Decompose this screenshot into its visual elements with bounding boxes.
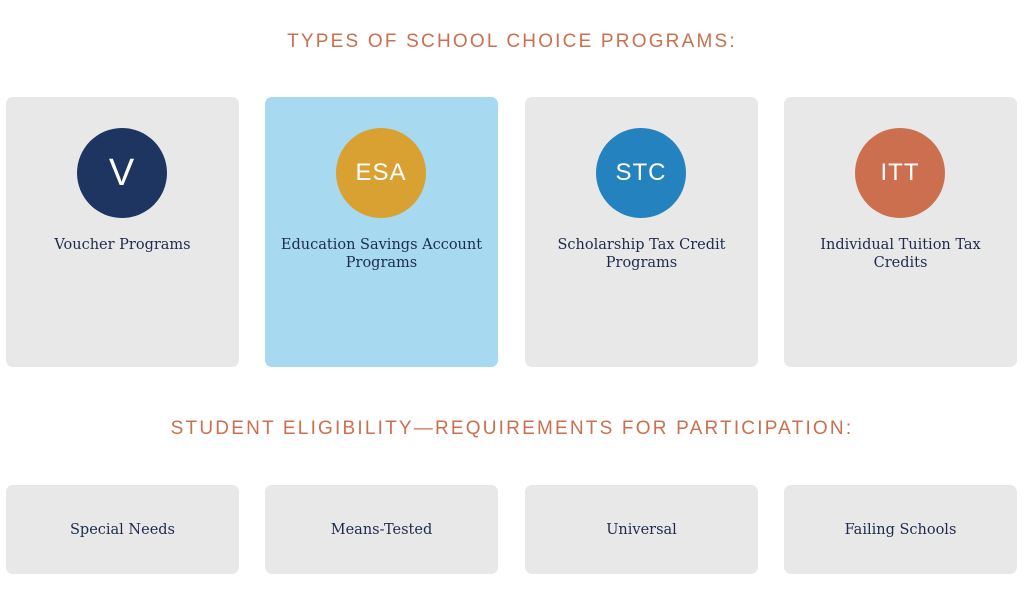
stc-programs-label: Scholarship Tax Credit Programs bbox=[557, 237, 726, 271]
program-types-heading: TYPES OF SCHOOL CHOICE PROGRAMS: bbox=[287, 31, 737, 52]
eligibility-universal-label: Universal bbox=[606, 521, 677, 538]
stc-badge-icon: STC bbox=[596, 128, 686, 218]
eligibility-means-tested-label: Means-Tested bbox=[330, 521, 433, 538]
eligibility-heading: STUDENT ELIGIBILITY—REQUIREMENTS FOR PARTICIPATION: bbox=[170, 418, 854, 439]
voucher-programs-card[interactable] bbox=[6, 97, 239, 367]
itt-programs-label: Individual Tuition Tax Credits bbox=[820, 237, 981, 271]
eligibility-means-tested-card[interactable] bbox=[265, 485, 498, 574]
voucher-badge-icon: V bbox=[77, 128, 167, 218]
esa-programs-label: Education Savings Account Programs bbox=[280, 237, 483, 271]
stc-programs-card[interactable] bbox=[525, 97, 758, 367]
itt-programs-card[interactable] bbox=[784, 97, 1017, 367]
eligibility-universal-card[interactable] bbox=[525, 485, 758, 574]
eligibility-failing-schools-card[interactable] bbox=[784, 485, 1017, 574]
eligibility-failing-schools-label: Failing Schools bbox=[844, 521, 957, 538]
esa-programs-card[interactable] bbox=[265, 97, 498, 367]
eligibility-special-needs-card[interactable] bbox=[6, 485, 239, 574]
esa-badge-icon: ESA bbox=[336, 128, 426, 218]
voucher-programs-label: Voucher Programs bbox=[54, 237, 191, 253]
itt-badge-icon: ITT bbox=[855, 128, 945, 218]
eligibility-special-needs-label: Special Needs bbox=[69, 521, 176, 538]
